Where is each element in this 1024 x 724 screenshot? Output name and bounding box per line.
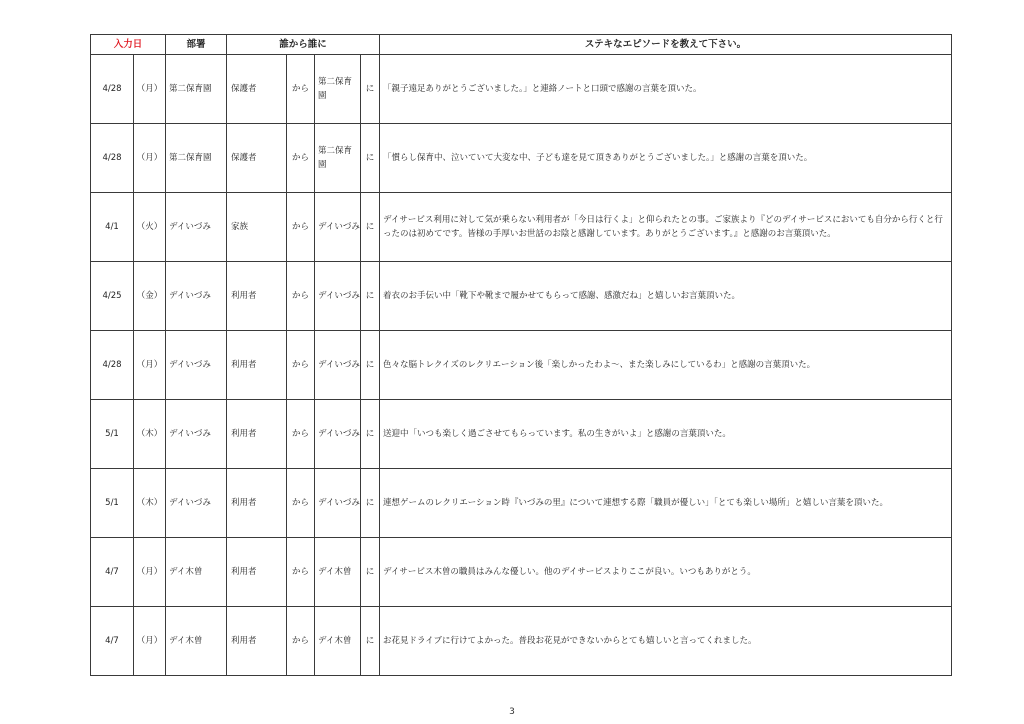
row-episode: 色々な脳トレクイズのレクリエーション後「楽しかったわよ～、また楽しみにしているわ」と感謝の言葉頂いた。: [380, 331, 952, 400]
row-date: 5/1: [91, 469, 134, 538]
row-ni: に: [361, 538, 380, 607]
header-row: [91, 35, 952, 55]
header-date: 入力日: [91, 35, 166, 55]
row-ni: に: [361, 331, 380, 400]
row-ni: に: [361, 55, 380, 124]
row-weekday: （月）: [134, 538, 166, 607]
table-row: [91, 400, 952, 469]
row-kara: から: [287, 331, 315, 400]
row-ni: に: [361, 607, 380, 676]
row-department: デイいづみ: [166, 469, 227, 538]
row-weekday: （金）: [134, 262, 166, 331]
row-date: 4/28: [91, 331, 134, 400]
row-from: 利用者: [227, 331, 287, 400]
row-ni: に: [361, 193, 380, 262]
row-date: 4/1: [91, 193, 134, 262]
row-weekday: （木）: [134, 469, 166, 538]
row-weekday: （木）: [134, 400, 166, 469]
row-department: デイいづみ: [166, 262, 227, 331]
episode-table: [90, 34, 952, 676]
row-ni: に: [361, 469, 380, 538]
row-weekday: （月）: [134, 124, 166, 193]
row-ni: に: [361, 262, 380, 331]
row-to: デイいづみ: [315, 400, 361, 469]
table-row: [91, 331, 952, 400]
header-who: 誰から誰に: [227, 35, 380, 55]
row-to: デイいづみ: [315, 262, 361, 331]
row-ni: に: [361, 400, 380, 469]
table-row: [91, 469, 952, 538]
row-from: 利用者: [227, 469, 287, 538]
row-from: 利用者: [227, 538, 287, 607]
row-to: 第二保育園: [315, 55, 361, 124]
row-episode: 着衣のお手伝い中「靴下や靴まで履かせてもらって感謝、感激だね」と嬉しいお言葉頂いた。: [380, 262, 952, 331]
row-episode: 「慣らし保育中、泣いていて大変な中、子ども達を見て頂きありがとうございました。」と感謝の言葉を頂いた。: [380, 124, 952, 193]
row-kara: から: [287, 469, 315, 538]
row-to: デイいづみ: [315, 331, 361, 400]
table-row: [91, 262, 952, 331]
table-row: [91, 607, 952, 676]
row-episode: 「親子遠足ありがとうございました。」と連絡ノートと口頭で感謝の言葉を頂いた。: [380, 55, 952, 124]
row-episode: デイサービス利用に対して気が乗らない利用者が「今日は行くよ」と仰られたとの事。ご家族より『どのデイサービスにおいても自分から行くと行ったのは初めてです。皆様の手厚いお世話のお陰と感謝しています。ありがとうございます。』と感謝のお言葉頂いた。: [380, 193, 952, 262]
row-kara: から: [287, 193, 315, 262]
row-date: 4/28: [91, 124, 134, 193]
row-date: 4/28: [91, 55, 134, 124]
row-from: 利用者: [227, 607, 287, 676]
row-weekday: （火）: [134, 193, 166, 262]
table-row: [91, 124, 952, 193]
row-kara: から: [287, 55, 315, 124]
header-dept: 部署: [166, 35, 227, 55]
row-ni: に: [361, 124, 380, 193]
row-to: 第二保育園: [315, 124, 361, 193]
row-to: デイ木曽: [315, 538, 361, 607]
row-kara: から: [287, 538, 315, 607]
row-department: 第二保育園: [166, 124, 227, 193]
header-episode: ステキなエピソードを教えて下さい。: [380, 35, 952, 55]
table-row: [91, 55, 952, 124]
row-date: 4/25: [91, 262, 134, 331]
row-from: 利用者: [227, 400, 287, 469]
row-weekday: （月）: [134, 331, 166, 400]
row-to: デイいづみ: [315, 193, 361, 262]
row-kara: から: [287, 262, 315, 331]
row-weekday: （月）: [134, 607, 166, 676]
row-from: 利用者: [227, 262, 287, 331]
row-to: デイいづみ: [315, 469, 361, 538]
table-row: [91, 193, 952, 262]
row-kara: から: [287, 124, 315, 193]
row-department: デイいづみ: [166, 193, 227, 262]
row-from: 家族: [227, 193, 287, 262]
row-department: デイいづみ: [166, 331, 227, 400]
row-department: デイ木曽: [166, 538, 227, 607]
row-episode: お花見ドライブに行けてよかった。普段お花見ができないからとても嬉しいと言ってくれました。: [380, 607, 952, 676]
row-department: 第二保育園: [166, 55, 227, 124]
row-episode: デイサービス木曽の職員はみんな優しい。他のデイサービスよりここが良い。いつもありがとう。: [380, 538, 952, 607]
row-episode: 送迎中「いつも楽しく過ごさせてもらっています。私の生きがいよ」と感謝の言葉頂いた。: [380, 400, 952, 469]
row-date: 5/1: [91, 400, 134, 469]
row-weekday: （月）: [134, 55, 166, 124]
row-date: 4/7: [91, 607, 134, 676]
row-from: 保護者: [227, 55, 287, 124]
page-number: 3: [509, 707, 515, 717]
row-department: デイいづみ: [166, 400, 227, 469]
row-department: デイ木曽: [166, 607, 227, 676]
row-kara: から: [287, 607, 315, 676]
row-kara: から: [287, 400, 315, 469]
row-from: 保護者: [227, 124, 287, 193]
table-row: [91, 538, 952, 607]
row-episode: 連想ゲームのレクリエーション時『いづみの里』について連想する際「職員が優しい」「とても楽しい場所」と嬉しい言葉を頂いた。: [380, 469, 952, 538]
row-to: デイ木曽: [315, 607, 361, 676]
row-date: 4/7: [91, 538, 134, 607]
